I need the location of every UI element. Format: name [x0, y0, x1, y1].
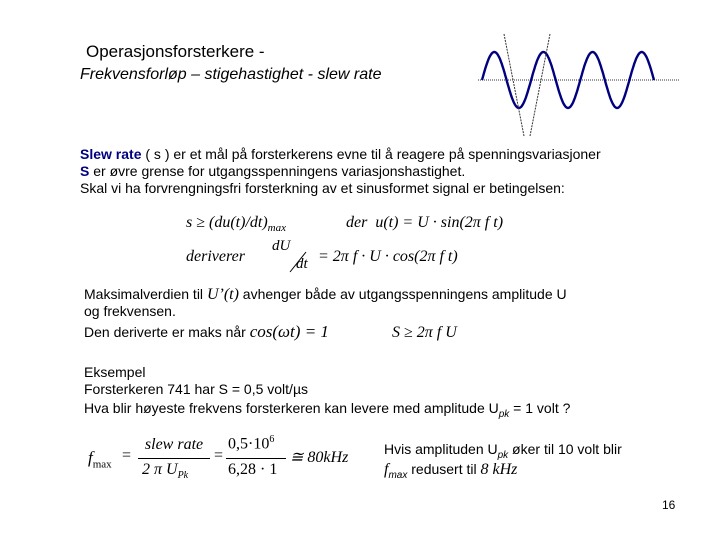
- frac2-den: 6,28 · 1: [228, 461, 278, 478]
- frac1-den-sub: Pk: [177, 470, 189, 482]
- formula1-lhs-sub: max: [267, 222, 286, 235]
- note-upk-sub: pk: [497, 449, 509, 461]
- formula1-der: der: [346, 214, 368, 231]
- fmax-sub: max: [92, 458, 112, 471]
- intro-line-2: [80, 163, 465, 180]
- max-line-1-post: avhenger både av utgangsspenningens amplitude U: [238, 286, 567, 302]
- frac1-den: [142, 461, 188, 481]
- result-formula: S ≥ 2π f U: [392, 324, 457, 341]
- eq-sign-1: =: [122, 447, 132, 464]
- page-title: Operasjonsforsterkere -: [86, 42, 265, 61]
- formula2-frac-num: dU: [272, 238, 291, 254]
- page-number: 16: [662, 498, 676, 512]
- frac2-num: [228, 434, 274, 453]
- formula1-rhs: u(t) = U · sin(2π f t): [375, 214, 504, 231]
- example-line-2-pre: Hva blir høyeste frekvens forsterkeren kan levere med amplitude U: [84, 400, 499, 416]
- example-line-2: [84, 400, 570, 423]
- formula-slew-condition: [186, 214, 286, 234]
- max-line-3: [84, 323, 329, 341]
- frac2-num-main: 0,5·10: [228, 435, 270, 453]
- fmax-symbol: [88, 448, 112, 470]
- example-line-2-post: = 1 volt ?: [509, 400, 571, 416]
- max-line-3-pre: Den deriverte er maks når: [84, 324, 250, 340]
- frac1-den-main: 2 π U: [142, 461, 178, 478]
- frac2-bar: [226, 458, 286, 459]
- formula2-rhs: = 2π f · U · cos(2π f t): [318, 248, 458, 265]
- s-term: S: [80, 163, 90, 179]
- intro-line-1: [80, 146, 601, 163]
- fmax-f: f: [88, 448, 93, 467]
- formula1-rhs-block: [346, 214, 503, 232]
- u-prime-symbol: U’(t): [206, 286, 239, 303]
- example-heading: Eksempel: [84, 364, 146, 380]
- eq-sign-2: =: [214, 447, 224, 464]
- slew-rate-term: Slew rate: [80, 146, 142, 162]
- note-fmax-f: f: [384, 461, 389, 478]
- intro-line-2-text: er øvre grense for utgangsspenningens variasjonshastighet.: [89, 163, 466, 179]
- page-subtitle: Frekvensforløp – stigehastighet - slew rate: [80, 66, 382, 83]
- intro-line-1-text: ( s ) er et mål på forsterkerens evne til å reagere på spenningsvariasjoner: [141, 146, 601, 162]
- formula2-frac-den: dt: [296, 256, 308, 272]
- note-line-2: [384, 461, 517, 484]
- note-line-1-pre: Hvis amplituden U: [384, 441, 498, 457]
- formula2-lhs: deriverer: [186, 248, 245, 265]
- max-line-1-pre: Maksimalverdien til: [84, 286, 207, 302]
- example-upk-sub: pk: [498, 408, 510, 420]
- note-line-2-mid: redusert til: [407, 461, 481, 477]
- frac1-bar: [138, 458, 210, 459]
- note-8khz: 8 kHz: [480, 461, 518, 478]
- max-line-1: [84, 286, 567, 303]
- slope-line-2: [530, 34, 550, 136]
- frac1-num: slew rate: [144, 436, 204, 453]
- max-line-2: og frekvensen.: [84, 303, 176, 319]
- note-fmax-sub: max: [388, 469, 408, 481]
- example-line-1: Forsterkeren 741 har S = 0,5 volt/µs: [84, 381, 309, 397]
- frac2-num-exp: 6: [269, 434, 275, 445]
- formula1-lhs: s ≥ (du(t)/dt): [186, 214, 268, 231]
- cos-condition: cos(ωt) = 1: [249, 322, 329, 341]
- sine-wave-illustration: [474, 30, 684, 140]
- approx-result: ≅ 80kHz: [290, 449, 349, 466]
- note-line-1-post: øker til 10 volt blir: [508, 441, 622, 457]
- intro-line-3: Skal vi ha forvrengningsfri forsterkning av et sinusformet signal er betingelsen:: [80, 180, 565, 196]
